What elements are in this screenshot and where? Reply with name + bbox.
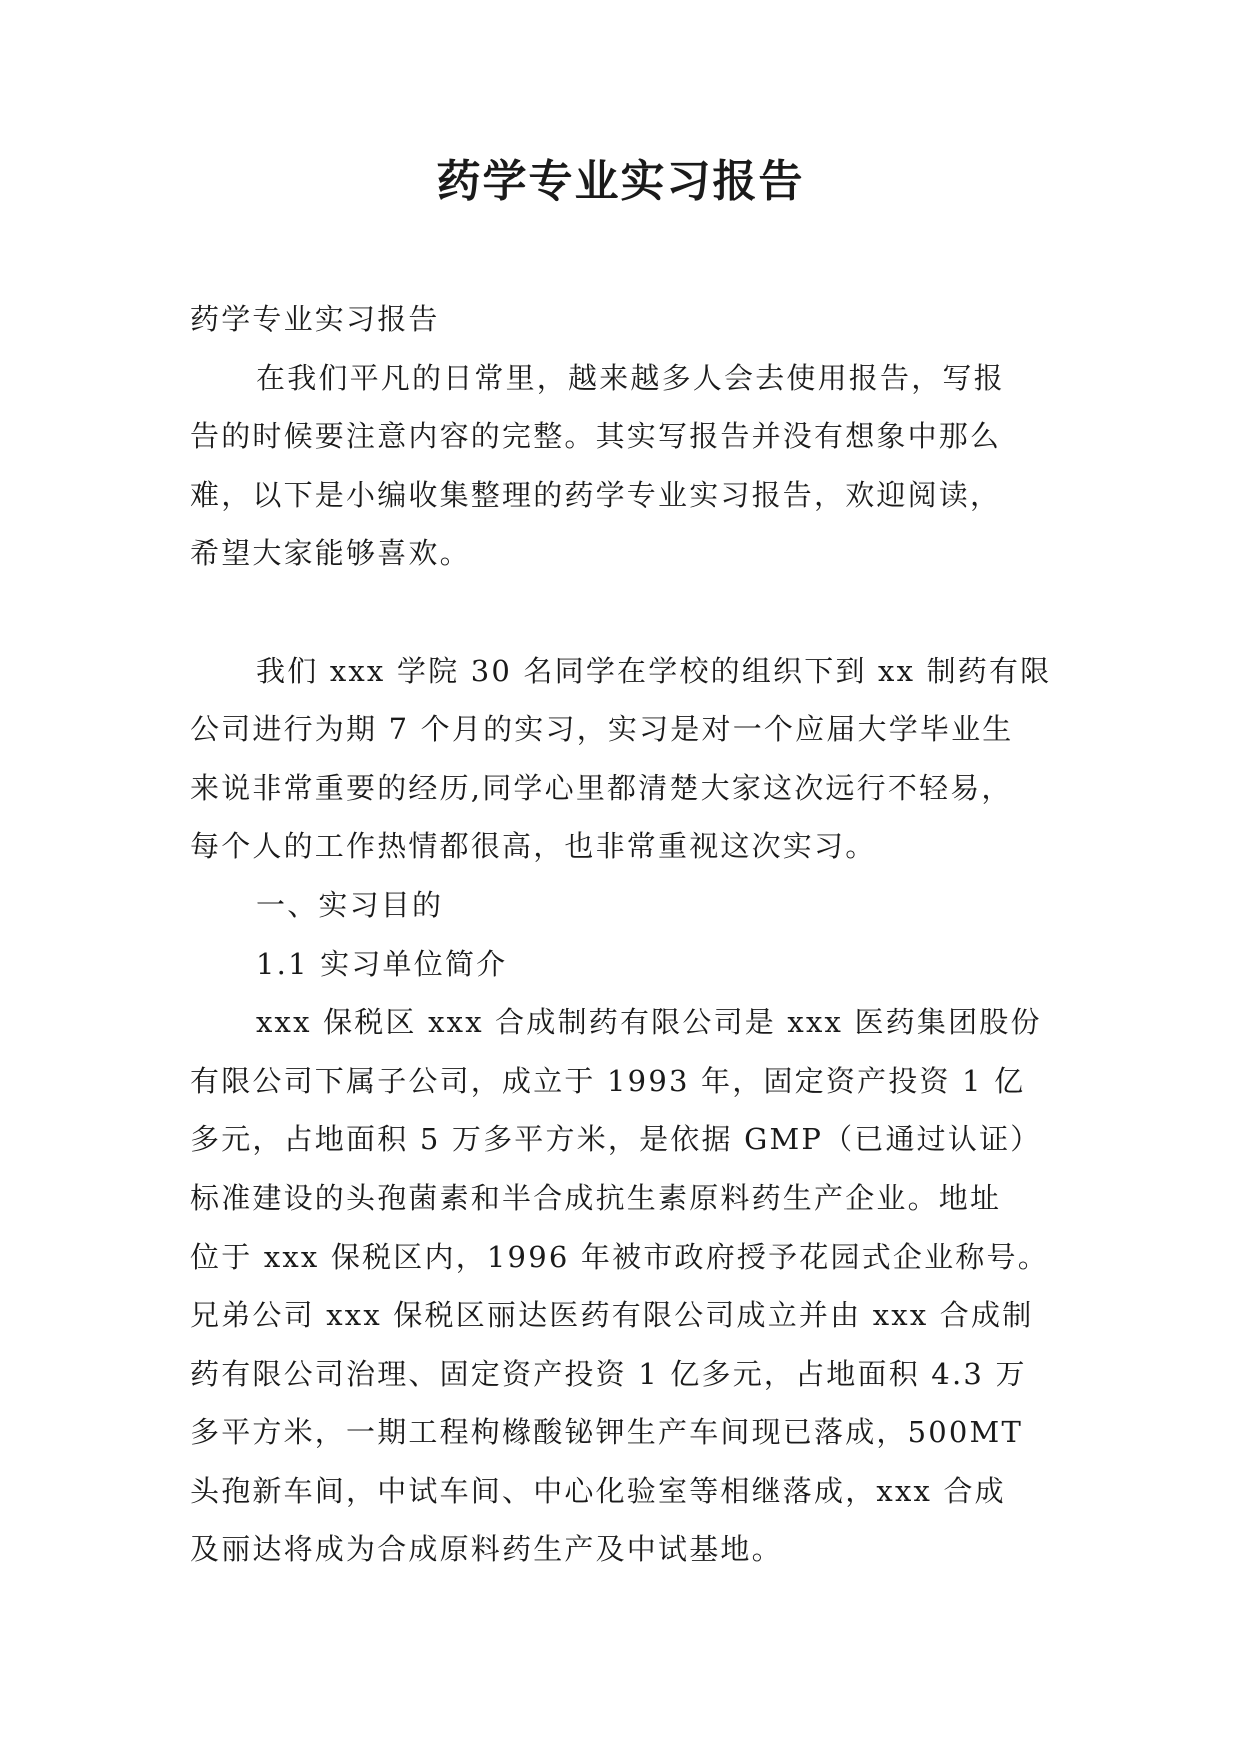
section-heading: 一、实习目的 — [256, 887, 444, 922]
intro-paragraph-line: 希望大家能够喜欢。 — [190, 536, 471, 571]
internship-paragraph-line: 来说非常重要的经历,同学心里都清楚大家这次远行不轻易， — [190, 770, 1013, 805]
company-paragraph-line: 位于 xxx 保税区内，1996 年被市政府授予花园式企业称号。 — [190, 1239, 1049, 1274]
intro-paragraph-line: 告的时候要注意内容的完整。其实写报告并没有想象中那么 — [190, 419, 1002, 454]
company-paragraph-line: xxx 保税区 xxx 合成制药有限公司是 xxx 医药集团股份 — [256, 1005, 1042, 1040]
company-paragraph-line: 多元，占地面积 5 万多平方米，是依据 GMP（已通过认证） — [190, 1122, 1042, 1157]
company-paragraph-line: 有限公司下属子公司，成立于 1993 年，固定资产投资 1 亿 — [190, 1063, 1026, 1098]
company-paragraph-line: 标准建设的头孢菌素和半合成抗生素原料药生产企业。地址 — [190, 1180, 1002, 1215]
subtitle-line: 药学专业实习报告 — [190, 302, 440, 336]
document-body — [190, 290, 1070, 1579]
company-paragraph-line: 药有限公司治理、固定资产投资 1 亿多元，占地面积 4.3 万 — [190, 1356, 1027, 1391]
intro-paragraph-line: 难，以下是小编收集整理的药学专业实习报告，欢迎阅读， — [190, 477, 1002, 512]
internship-paragraph-line: 公司进行为期 7 个月的实习，实习是对一个应届大学毕业生 — [190, 712, 1014, 747]
company-paragraph-line: 多平方米，一期工程枸橼酸铋钾生产车间现已落成，500MT — [190, 1415, 1023, 1450]
company-paragraph-line: 兄弟公司 xxx 保税区丽达医药有限公司成立并由 xxx 合成制 — [190, 1298, 1034, 1333]
subsection-heading: 1.1 实习单位简介 — [256, 946, 508, 981]
internship-paragraph-line: 我们 xxx 学院 30 名同学在学校的组织下到 xx 制药有限 — [256, 653, 1052, 688]
company-paragraph-line: 及丽达将成为合成原料药生产及中试基地。 — [190, 1532, 783, 1567]
company-paragraph-line: 头孢新车间，中试车间、中心化验室等相继落成，xxx 合成 — [190, 1473, 1006, 1508]
internship-paragraph-line: 每个人的工作热情都很高，也非常重视这次实习。 — [190, 829, 877, 864]
blank-line — [190, 583, 1070, 642]
intro-paragraph-line: 在我们平凡的日常里，越来越多人会去使用报告，写报 — [256, 360, 1005, 395]
document-title: 药学专业实习报告 — [436, 156, 805, 207]
